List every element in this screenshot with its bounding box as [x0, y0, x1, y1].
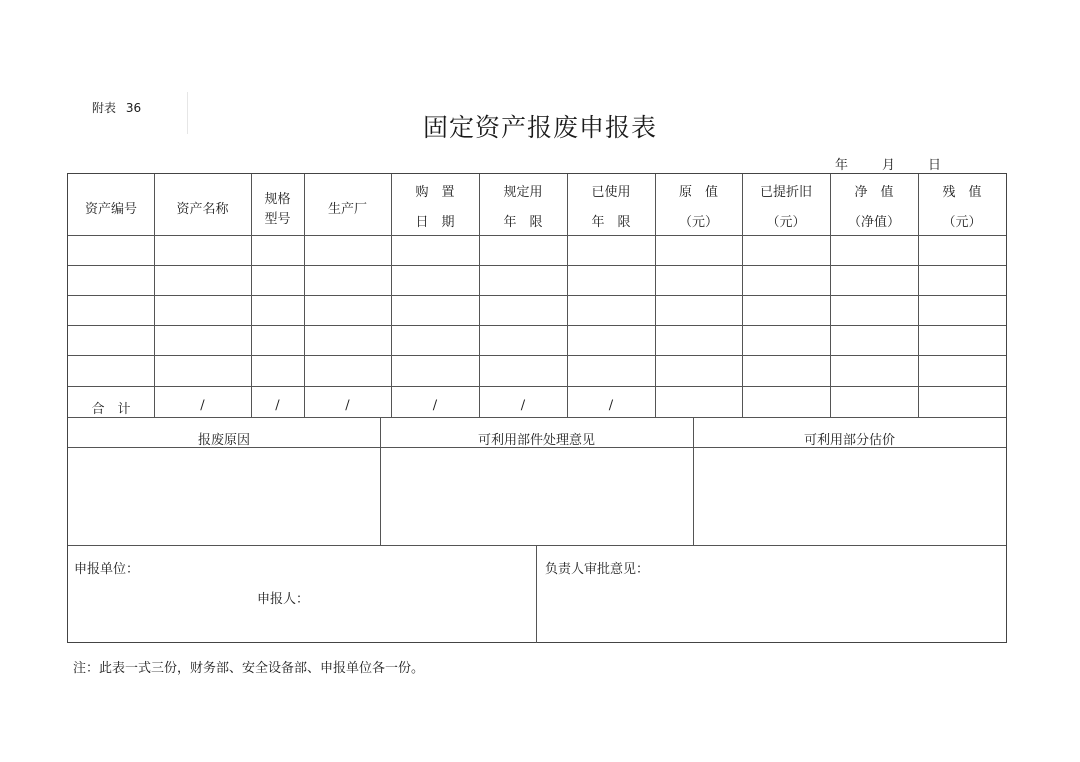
header-used-years: [567, 178, 655, 238]
header-depreciation-line2: （元）: [766, 215, 806, 230]
total-slash: /: [520, 398, 526, 413]
header-original-value-line1: 原 值: [678, 185, 718, 200]
divider: [68, 355, 1006, 356]
divider: [536, 545, 537, 643]
divider: [68, 545, 1006, 546]
header-spec: [251, 190, 304, 230]
header-manufacturer: 生产厂: [327, 202, 367, 217]
approver-opinion-label: 负责人审批意见：: [545, 562, 650, 577]
divider: [68, 265, 1006, 266]
section-usable-parts-valuation: 可利用部分估价: [803, 433, 895, 448]
header-purchase-date: [391, 178, 479, 238]
date-month: 月: [882, 158, 896, 173]
header-spec-line2: 型号: [264, 212, 291, 227]
date-year: 年: [835, 158, 849, 173]
date-day: 日: [928, 158, 942, 173]
appendix-number: 36: [125, 101, 142, 115]
appendix-text: 附表: [92, 101, 117, 115]
header-rated-life-line2: 年 限: [503, 215, 543, 230]
total-slash: /: [432, 398, 438, 413]
total-slash: /: [275, 398, 280, 413]
header-spec-line1: 规格: [264, 192, 291, 207]
applicant-label: 申报人：: [257, 592, 310, 607]
header-residual-value: [918, 178, 1006, 238]
header-net-value: [830, 178, 918, 238]
header-used-years-line2: 年 限: [591, 215, 631, 230]
header-net-value-line1: 净 值: [854, 185, 894, 200]
page-title: 固定资产报废申报表: [422, 113, 657, 142]
applicant-unit-label: 申报单位：: [74, 562, 140, 577]
header-rated-life: [479, 178, 567, 238]
header-original-value-line2: （元）: [678, 215, 718, 230]
divider: [68, 417, 1006, 418]
header-net-value-line2: （净值）: [847, 215, 900, 230]
header-purchase-date-line1: 购 置: [415, 185, 455, 200]
divider: [68, 386, 1006, 387]
header-used-years-line1: 已使用: [591, 185, 631, 200]
total-slash: /: [345, 398, 350, 413]
header-original-value: [655, 178, 742, 238]
divider: [68, 295, 1006, 296]
total-label: 合 计: [91, 402, 131, 417]
asset-scrap-form: [67, 173, 1007, 643]
header-asset-name: 资产名称: [176, 202, 229, 217]
divider: [68, 325, 1006, 326]
header-depreciation-line1: 已提折旧: [759, 185, 812, 200]
footnote: 注：此表一式三份，财务部、安全设备部、申报单位各一份。: [73, 661, 425, 676]
total-slash: /: [200, 398, 205, 413]
section-scrap-reason: 报废原因: [197, 433, 250, 448]
header-rated-life-line1: 规定用: [503, 185, 543, 200]
header-purchase-date-line2: 日 期: [415, 215, 455, 230]
header-depreciation: [742, 178, 830, 238]
section-usable-parts-opinion: 可利用部件处理意见: [477, 433, 595, 448]
header-asset-no: 资产编号: [84, 202, 137, 217]
total-slash: /: [608, 398, 614, 413]
header-residual-value-line1: 残 值: [942, 185, 982, 200]
header-residual-value-line2: （元）: [942, 215, 982, 230]
